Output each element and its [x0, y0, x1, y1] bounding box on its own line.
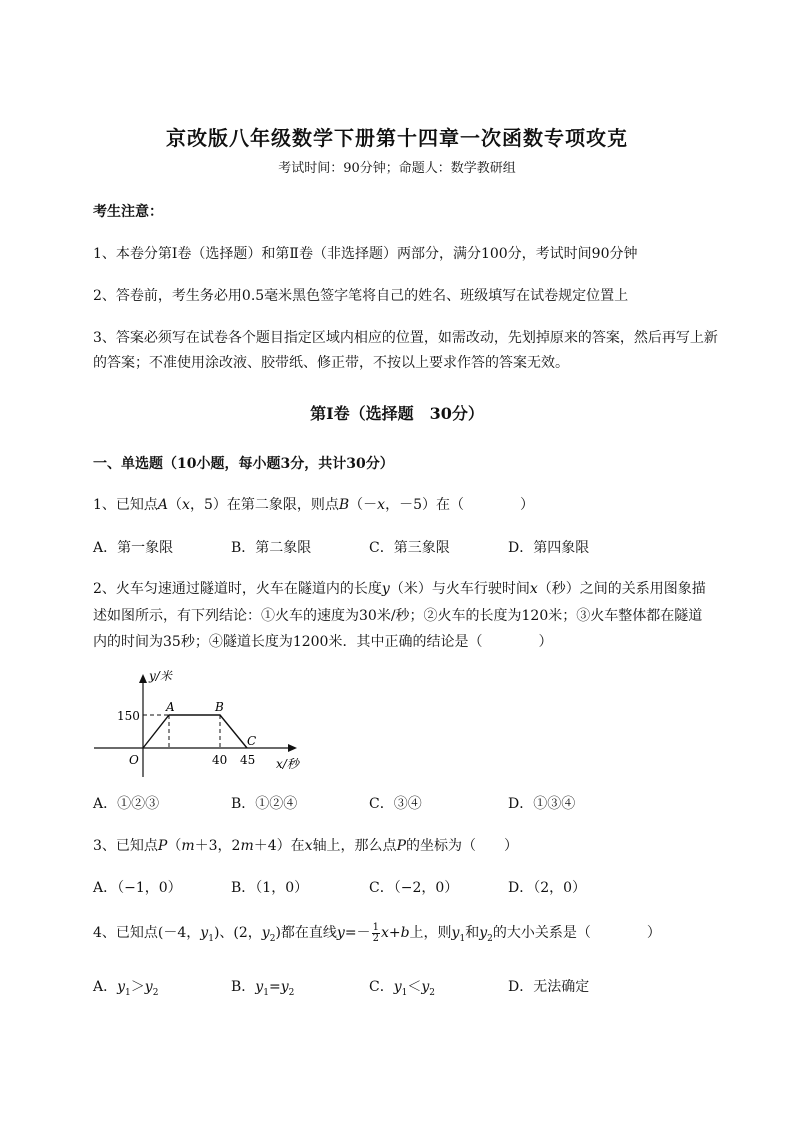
y-tick-150: 150 [117, 709, 140, 723]
notice-item-3: 3、答案必须写在试卷各个题目指定区域内相应的位置，如需改动，先划掉原来的答案，然后再写上新 [93, 330, 718, 346]
q1-option-b: B．第二象限 [231, 540, 312, 556]
q3-option-b: B．（1，0） [231, 880, 309, 896]
question-4: 4、已知点(－4，$y_1$)、(2，$y_2$)都在直线y=－ $\frac{1}{2}$ x+b上，则$y_1$和$y_2$的大小关系是（ ） [93, 921, 661, 944]
q1-option-a: A．第一象限 [93, 540, 174, 556]
question-2-line-2: 述如图所示，有下列结论：①火车的速度为30米/秒；②火车的长度为120米；③火车整体都在隧道 [93, 608, 703, 624]
q2-option-a: A．①②③ [93, 796, 160, 812]
q4-option-b: B．$y_1=y_2$ [231, 979, 295, 998]
q2-option-d: D．①③④ [508, 796, 576, 812]
point-label-a: A [166, 700, 175, 714]
q4-option-a: A．$y_1>y_2$ [93, 979, 159, 998]
notice-heading: 考生注意： [93, 204, 163, 220]
x-axis-label: x/秒 [276, 757, 299, 771]
point-label-b: B [215, 700, 224, 714]
question-1: 1、已知点A（x，5）在第二象限，则点B（－x，－5）在（ ） [93, 497, 534, 513]
x-tick-45: 45 [240, 753, 256, 767]
q1-option-c: C．第三象限 [369, 540, 450, 556]
question-2-line-3: 内的时间为35秒；④隧道长度为1200米．其中正确的结论是（ ） [93, 634, 553, 650]
x-axis-arrow [288, 744, 297, 752]
origin-label: O [129, 753, 139, 767]
exam-info: 考试时间：90分钟；命题人：数学教研组 [278, 161, 516, 176]
notice-item-1: 1、本卷分第I卷（选择题）和第Ⅱ卷（非选择题）两部分，满分100分，考试时间90分钟 [93, 246, 638, 262]
part-heading: 一、单选题（10小题，每小题3分，共计30分） [93, 456, 394, 472]
q3-option-a: A．（−1，0） [93, 880, 182, 896]
train-tunnel-graph [90, 665, 320, 780]
y-axis-arrow [139, 674, 147, 683]
q4-option-c: C．$y_1<y_2$ [369, 979, 436, 998]
q3-option-d: D．（2，0） [508, 880, 587, 896]
page-title: 京改版八年级数学下册第十四章一次函数专项攻克 [166, 126, 628, 150]
point-label-c: C [247, 734, 257, 748]
fraction-one-half: $\frac{1}{2}$ [372, 921, 379, 944]
y-axis-label: y/米 [149, 669, 172, 683]
x-tick-40: 40 [212, 753, 228, 767]
q2-option-b: B．①②④ [231, 796, 298, 812]
notice-item-2: 2、答卷前，考生务必用0.5毫米黑色签字笔将自己的姓名、班级填写在试卷规定位置上 [93, 288, 629, 304]
q3-option-c: C．（−2，0） [369, 880, 459, 896]
question-3: 3、已知点P（m＋3，2m＋4）在x轴上，那么点P的坐标为（ ） [93, 838, 518, 854]
q1-option-d: D．第四象限 [508, 540, 590, 556]
section-title: 第I卷（选择题 30分） [310, 404, 484, 423]
notice-item-3-cont: 的答案；不准使用涂改液、胶带纸、修正带，不按以上要求作答的答案无效。 [93, 355, 569, 371]
question-2-line-1: 2、火车匀速通过隧道时，火车在隧道内的长度y（米）与火车行驶时间x（秒）之间的关系用图象描 [93, 581, 706, 597]
q2-option-c: C．③④ [369, 796, 422, 812]
graph-line [143, 715, 247, 748]
q4-option-d: D．无法确定 [508, 979, 590, 995]
